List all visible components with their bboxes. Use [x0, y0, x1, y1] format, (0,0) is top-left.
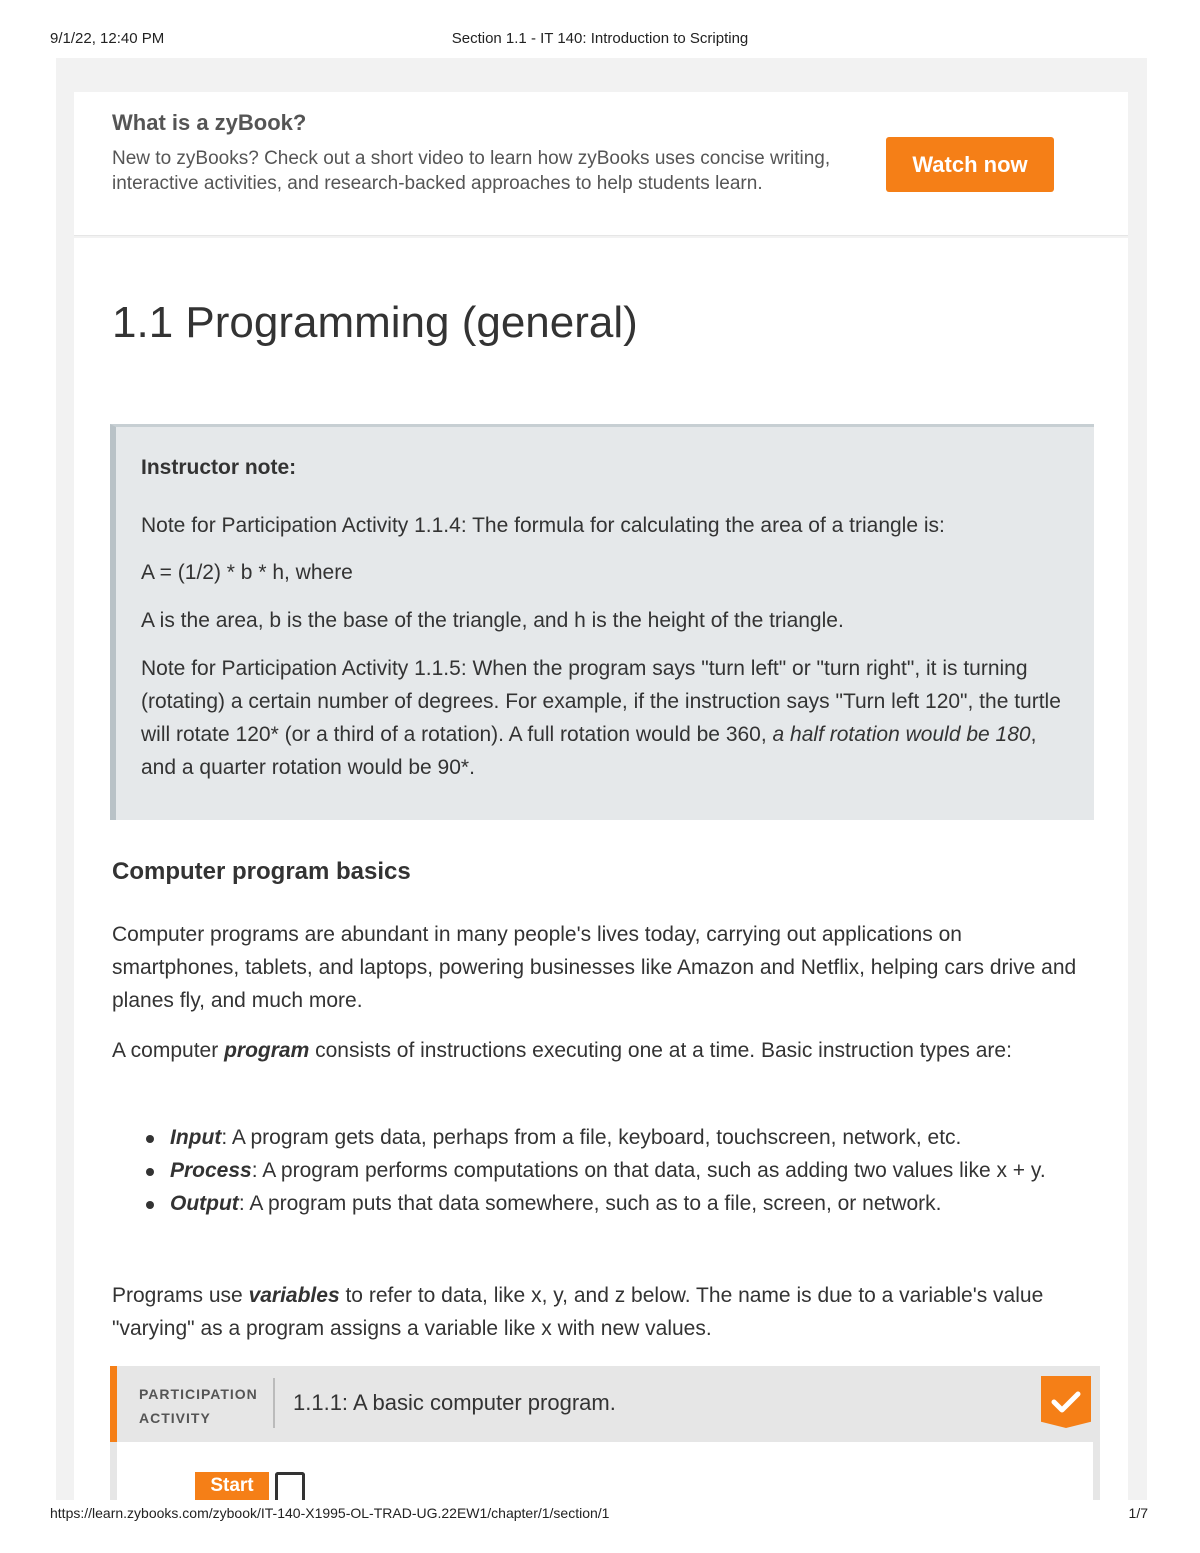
- page-frame: [56, 58, 1147, 1500]
- keyword-input: Input: [170, 1126, 222, 1149]
- list-item-text: : A program performs computations on that data, such as adding two values like x + y.: [251, 1159, 1046, 1182]
- print-page-number: 1/7: [1128, 1505, 1148, 1521]
- section-subheading: Computer program basics: [112, 858, 411, 885]
- body-paragraph: [112, 1034, 1082, 1067]
- bullet: [146, 1135, 154, 1143]
- keyword-output: Output: [170, 1192, 239, 1215]
- body-paragraph: [112, 1279, 1082, 1345]
- bullet: [146, 1201, 154, 1209]
- page-title: 1.1 Programming (general): [112, 298, 638, 347]
- completion-check-icon: [1041, 1376, 1091, 1428]
- instructor-note: [110, 424, 1094, 820]
- list-item: [142, 1121, 1092, 1154]
- divider: [273, 1378, 275, 1428]
- promo-text: New to zyBooks? Check out a short video to learn how zyBooks uses concise writing, interactive activities, and research-backed approaches to help students learn.: [112, 148, 831, 194]
- bullet: [146, 1168, 154, 1176]
- zybook-promo-banner: [74, 92, 1128, 236]
- body-paragraph: Computer programs are abundant in many people's lives today, carrying out applications on smartphones, tablets, and laptops, powering businesses like Amazon and Netflix, helping cars drive and planes fly, and much more.: [112, 923, 1077, 1012]
- participation-activity-label: [139, 1382, 258, 1430]
- list-item: [142, 1187, 1092, 1220]
- body-text: Programs use: [112, 1284, 249, 1307]
- note-text: , and a quarter rotation would be 90*.: [141, 723, 1037, 779]
- keyword-variables: variables: [248, 1284, 340, 1307]
- participation-activity-header: [110, 1366, 1100, 1442]
- list-item-text: : A program puts that data somewhere, such as to a file, screen, or network.: [238, 1192, 942, 1215]
- note-italic-text: a half rotation would be 180: [766, 723, 1031, 746]
- print-title: Section 1.1 - IT 140: Introduction to Scripting: [451, 30, 749, 47]
- keyword-process: Process: [170, 1159, 252, 1182]
- print-header: [0, 28, 1200, 48]
- instructor-note-paragraph: [141, 652, 1071, 784]
- participation-activity-title: 1.1.1: A basic computer program.: [293, 1390, 616, 1415]
- print-footer: [0, 1505, 1200, 1525]
- watch-now-button[interactable]: Watch now: [886, 137, 1054, 192]
- instructor-note-paragraph: A is the area, b is the base of the triangle, and h is the height of the triangle.: [141, 609, 844, 632]
- instructor-note-formula: A = (1/2) * b * h, where: [141, 561, 353, 584]
- activity-label-line: PARTICIPATION: [139, 1386, 258, 1402]
- instructor-note-heading: Instructor note:: [141, 456, 297, 479]
- keyword-program: program: [224, 1039, 310, 1062]
- note-text: Note for Participation Activity 1.1.5: When the program says "turn left" or "turn right", it is turning (rotating) a certain number of degrees. For example, if the instruction says "Turn left 120", the turtle will rotate 120* (or a third of a rotation). A full rotation would be 360,: [141, 657, 1061, 746]
- body-text: consists of instructions executing one at a time. Basic instruction types are:: [309, 1039, 1012, 1062]
- list-item-text: : A program gets data, perhaps from a file, keyboard, touchscreen, network, etc.: [221, 1126, 962, 1149]
- promo-heading: What is a zyBook?: [112, 110, 307, 135]
- list-item: [142, 1154, 1092, 1187]
- instruction-types-list: [142, 1121, 1092, 1220]
- print-date: 9/1/22, 12:40 PM: [50, 30, 165, 47]
- animation-checkbox[interactable]: [275, 1472, 305, 1500]
- body-text: A computer: [112, 1039, 225, 1062]
- start-button[interactable]: Start: [195, 1472, 269, 1500]
- instructor-note-paragraph: Note for Participation Activity 1.1.4: The formula for calculating the area of a triangle is:: [141, 514, 945, 537]
- print-url: https://learn.zybooks.com/zybook/IT-140-X1995-OL-TRAD-UG.22EW1/chapter/1/section/1: [50, 1505, 610, 1521]
- participation-activity-body: [110, 1442, 1100, 1500]
- body-text: to refer to data, like x, y, and z below. The name is due to a variable's value "varying" as a program assigns a variable like x with new values.: [112, 1284, 1044, 1340]
- section-content: [74, 238, 1128, 1500]
- activity-label-line: ACTIVITY: [139, 1410, 211, 1426]
- checkmark-icon: [1050, 1389, 1082, 1415]
- participation-activity: [110, 1366, 1100, 1500]
